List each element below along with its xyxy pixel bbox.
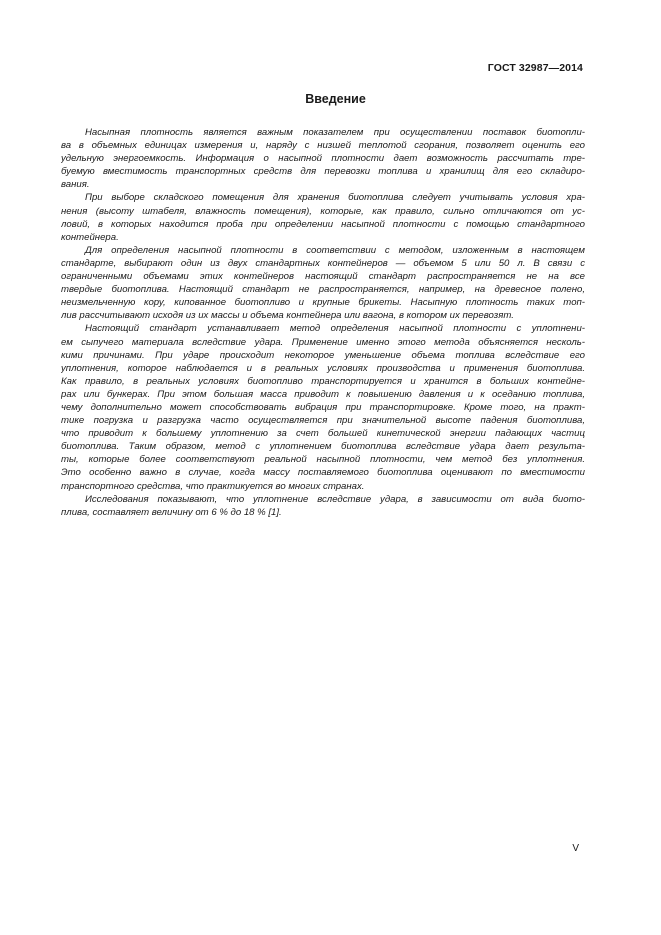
page-number: V — [572, 843, 579, 854]
paragraph-line: Насыпная плотность является важным показателем при осуществлении поставок биотопли- — [85, 127, 585, 138]
paragraph-line: Исследования показывают, что уплотнение вследствие удара, в зависимости от вида биото- — [85, 493, 585, 505]
document-code: ГОСТ 32987—2014 — [487, 62, 583, 74]
paragraph-line: ем сыпучего материала вследствие удара. Применение именно этого метода объясняется несколь- — [61, 336, 585, 348]
paragraph-line: ограниченными объемами этих контейнеров настоящий стандарт распространяется не на все — [61, 271, 585, 283]
paragraph-line: вания. — [61, 179, 90, 191]
paragraph-line: транспортного средства, что практикуется во многих странах. — [61, 480, 365, 492]
paragraph-line: Как правило, в реальных условиях биотопливо транспортируется и хранится в больших контейне- — [61, 375, 585, 387]
paragraph-line: биотоплива. Таким образом, метод с уплотнением биотоплива вследствие удара дает результа- — [61, 441, 585, 453]
paragraph-line: ва в объемных единицах измерения и, наряду с низшей теплотой сгорания, позволяет оценить его — [61, 140, 585, 152]
paragraph-line: удельную энергоемкость. Информация о насыпной плотности дает возможность рассчитать тре- — [61, 153, 585, 165]
paragraph-line: уплотнения, которое наблюдается и в реальных условиях производства и применения биотоплива. — [61, 362, 585, 374]
paragraph-line: ты, которые более соответствуют реальной насыпной плотности, чем метод без уплотнения. — [61, 454, 585, 466]
paragraph-line: плива, составляет величину от 6 % до 18 % [1]. — [61, 506, 282, 518]
paragraph-line: буемую вместимость транспортных средств для перевозки топлива и хранилищ для его складиро- — [61, 166, 585, 178]
paragraph-line: Для определения насыпной плотности в соответствии с методом, изложенным в настоящем — [85, 244, 585, 256]
paragraph-line: чему дополнительно может способствовать вибрация при транспортировке. Кроме того, на практ- — [61, 401, 585, 413]
paragraph-line: лив рассчитывают исходя из их массы и объема контейнера или вагона, в котором их перевозят. — [61, 310, 514, 322]
paragraph-line: рах или бункерах. При этом большая масса приводит к повышению давления и к оседанию топлива, — [61, 388, 585, 400]
paragraph-line: стандарте, выбирают один из двух стандартных контейнеров — объемом 5 или 50 л. В связи с — [61, 257, 585, 269]
paragraph-line: нения (высоту штабеля, влажность помещения), которые, как правило, сильно отличаются от ус- — [61, 205, 585, 217]
paragraph-line: кими причинами. При ударе происходит некоторое уменьшение объема топлива вследствие его — [61, 349, 585, 361]
paragraph-line: твердые биотоплива. Настоящий стандарт не распространяется, например, на древесное полено, — [61, 284, 585, 296]
paragraph-line: Настоящий стандарт устанавливает метод определения насыпной плотности с уплотнени- — [85, 323, 585, 335]
paragraph-line: неизмельченную кору, кипованное биотопливо и крупные брикеты. Насыпную плотность таких топ- — [61, 297, 585, 309]
paragraph-line: тике погрузка и разгрузка часто осуществляется при значительной высоте падения биотоплива, — [61, 415, 585, 427]
paragraph-line: ловий, в которых находится проба при определении насыпной плотности с помощью стандартного — [61, 218, 585, 230]
paragraph-line: При выборе складского помещения для хранения биотоплива следует учитывать условия хра- — [85, 192, 585, 204]
paragraph-line: что приводит к большему уплотнению за счет большей кинетической энергии падающих частиц — [61, 428, 585, 440]
section-title: Введение — [305, 92, 366, 106]
paragraph-line: Это особенно важно в случае, когда массу поставляемого биотоплива оценивают по вместимости — [61, 467, 585, 479]
paragraph-line: контейнера. — [61, 231, 119, 243]
introduction-body — [61, 126, 585, 519]
